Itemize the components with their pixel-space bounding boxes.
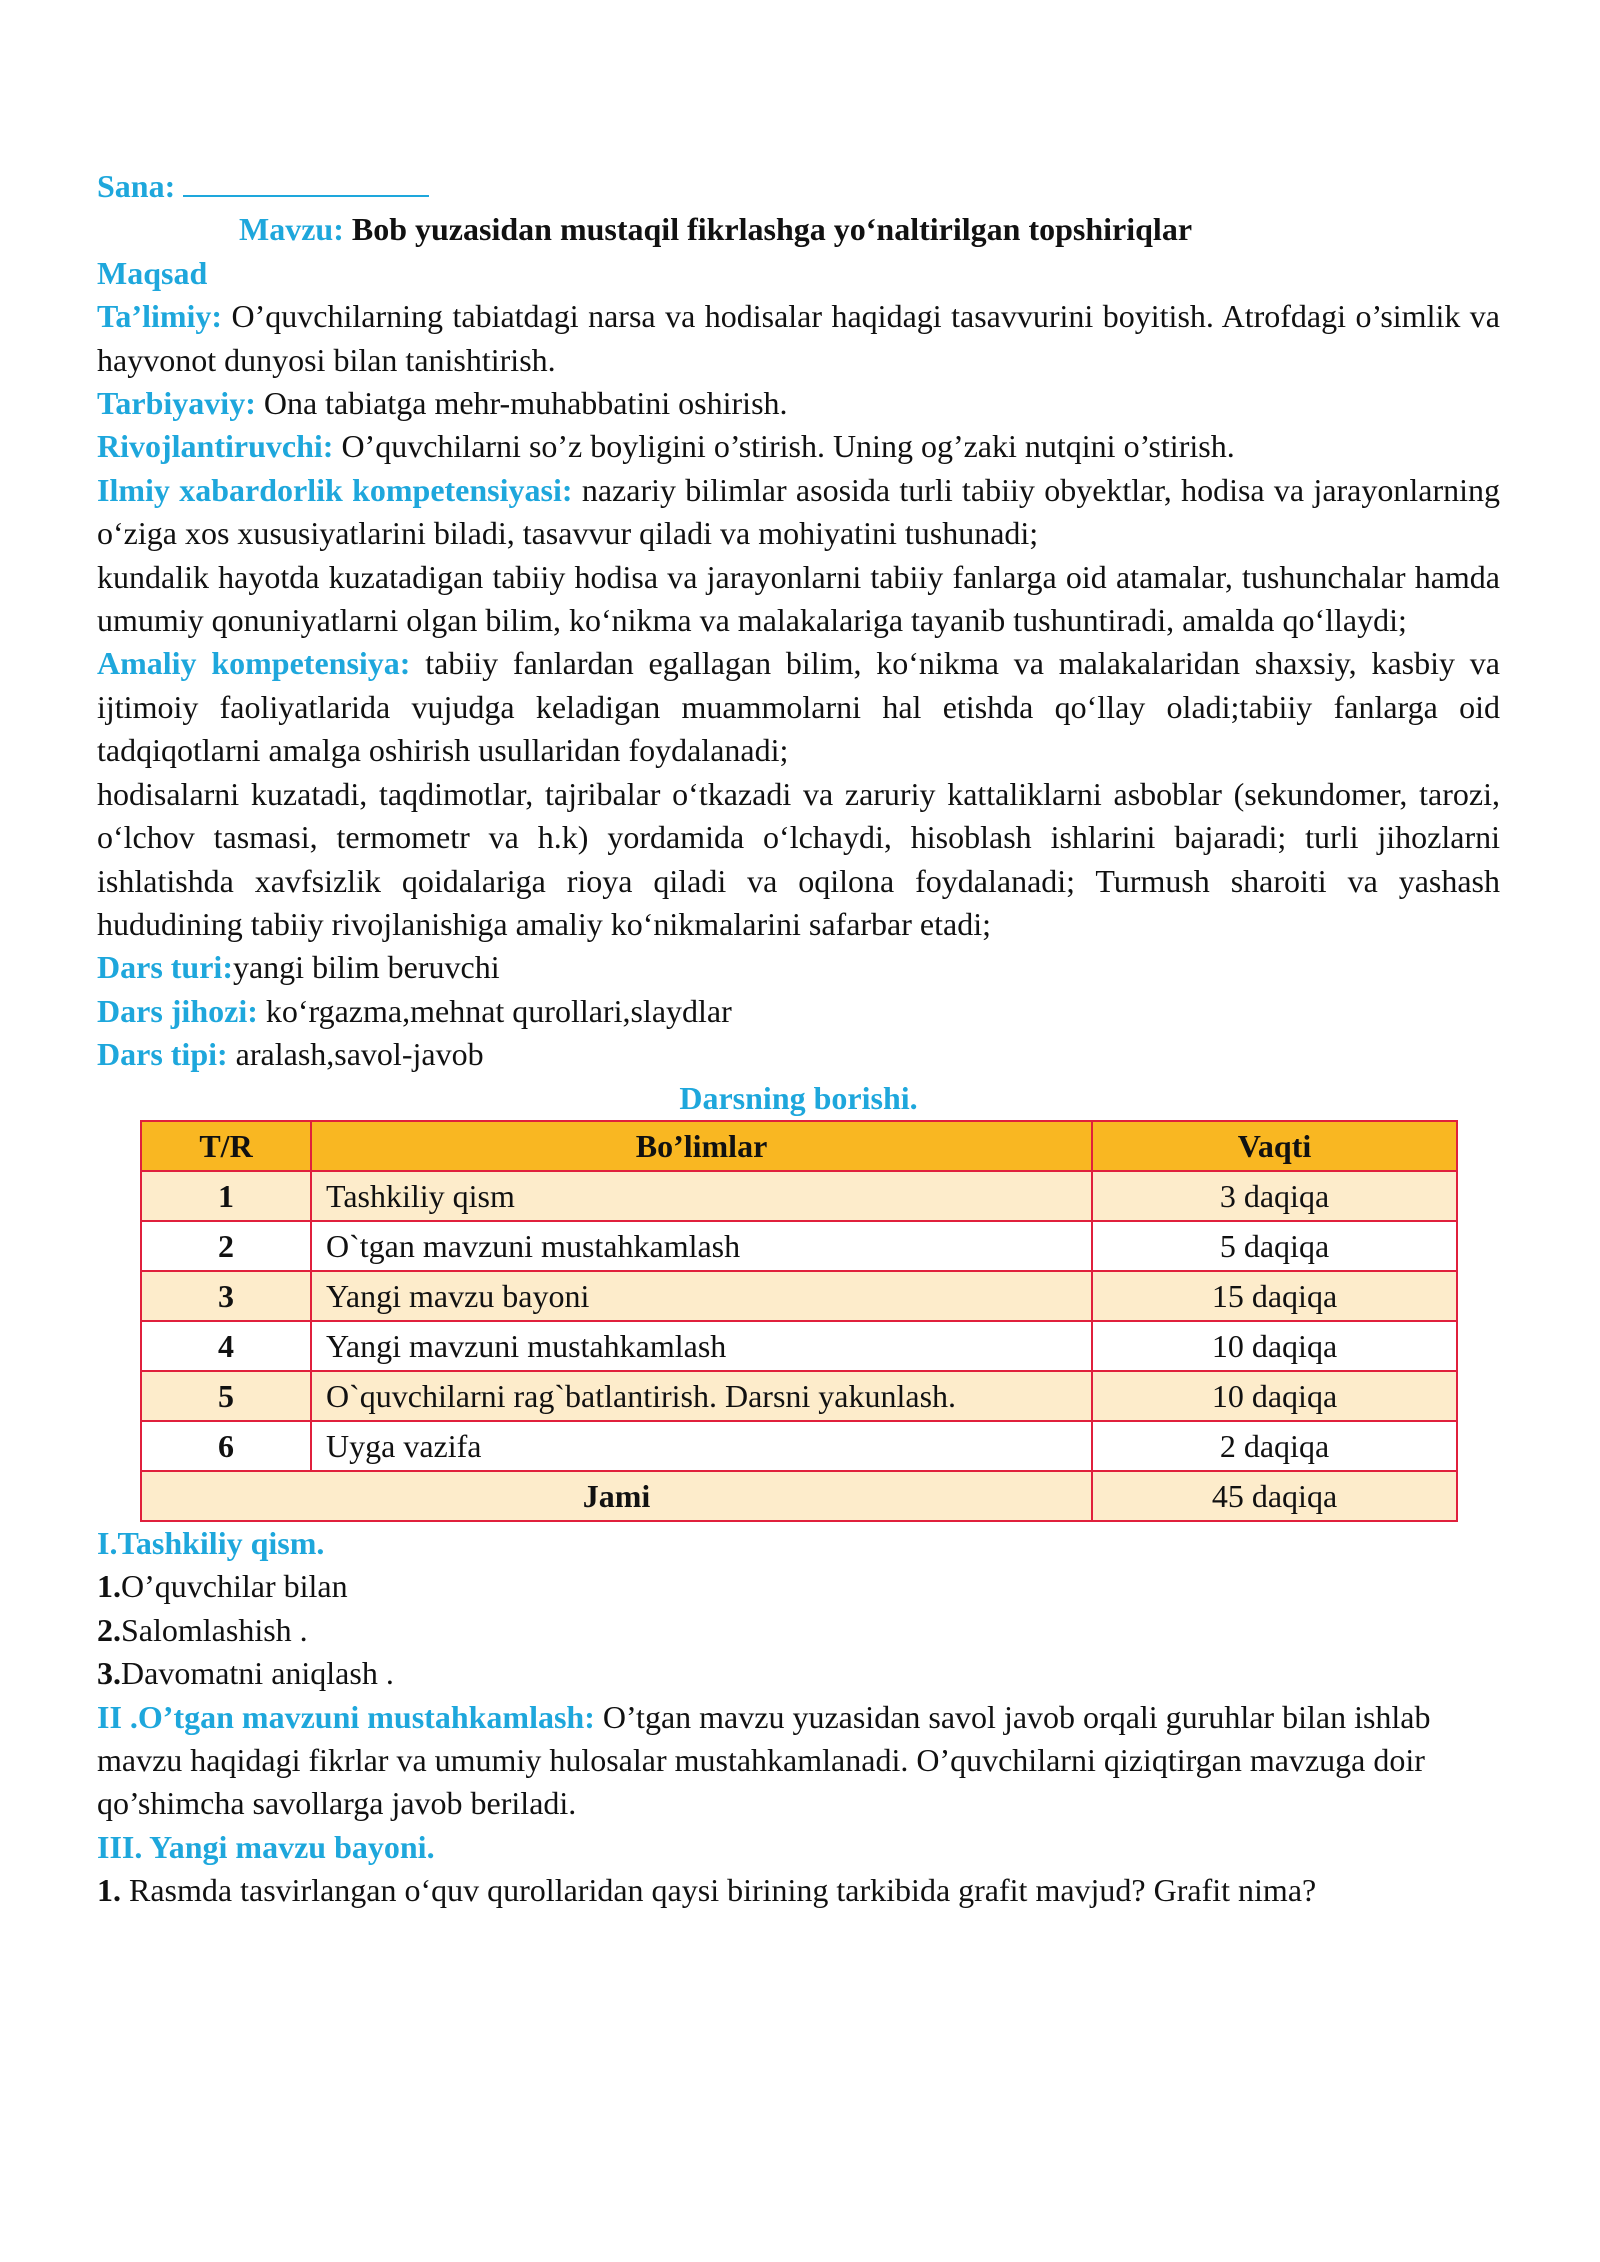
- item-text: O’quvchilar bilan: [121, 1568, 348, 1605]
- developmental-objective: [97, 425, 1500, 468]
- item-num: 2.: [97, 1611, 121, 1648]
- list-item: [97, 1609, 1500, 1652]
- row-time: 15 daqiqa: [1092, 1271, 1457, 1321]
- total-label: Jami: [141, 1471, 1092, 1521]
- table-row: [141, 1371, 1457, 1421]
- lesson-equipment: [97, 990, 1500, 1033]
- lesson-type-label: Dars turi:: [97, 949, 233, 986]
- list-item: [97, 1652, 1500, 1695]
- row-time: 2 daqiqa: [1092, 1421, 1457, 1471]
- table-total-row: [141, 1471, 1457, 1521]
- lesson-kind: [97, 1033, 1500, 1076]
- goal-heading: [97, 252, 1500, 295]
- date-blank: [183, 167, 429, 197]
- date-label: Sana:: [97, 168, 176, 204]
- item-text: Salomlashish .: [121, 1611, 308, 1648]
- total-time: 45 daqiqa: [1092, 1471, 1457, 1521]
- topic-line: [97, 208, 1500, 251]
- topic-label: Mavzu:: [239, 211, 344, 248]
- table-row: [141, 1321, 1457, 1371]
- question-num: 1.: [97, 1872, 121, 1909]
- list-item: [97, 1565, 1500, 1608]
- lesson-kind-text: aralash,savol-javob: [235, 1036, 484, 1073]
- header-num: T/R: [141, 1121, 311, 1171]
- row-section: Uyga vazifa: [311, 1421, 1092, 1471]
- practical-label: Amaliy kompetensiya:: [97, 645, 411, 682]
- row-num: 6: [141, 1421, 311, 1471]
- row-section: Yangi mavzu bayoni: [311, 1271, 1092, 1321]
- row-time: 5 daqiqa: [1092, 1221, 1457, 1271]
- part3-heading: [97, 1826, 1500, 1869]
- lesson-kind-label: Dars tipi:: [97, 1036, 228, 1073]
- upbringing-text: Ona tabiatga mehr-muhabbatini oshirish.: [263, 385, 788, 422]
- practical-text-2: hodisalarni kuzatadi, taqdimotlar, tajribalar o‘tkazadi va zaruriy kattaliklarni asboblar (sekundomer, tarozi, o‘lchov tasmasi, termometr va h.k) yordamida o‘lchaydi, hisoblash ishlarini bajaradi; turli jihozlarni ishlatishda xavfsizlik qoidalariga rioya qiladi va oqilona foydalanadi; Turmush sharoiti va yashash hududining tabiiy rivojlanishiga amaliy ko‘nikmalarini safarbar etadi;: [97, 775, 1500, 942]
- progress-title: Darsning borishi.: [679, 1079, 918, 1116]
- question-1: [97, 1869, 1500, 1912]
- item-num: 1.: [97, 1568, 121, 1605]
- item-num: 3.: [97, 1655, 121, 1692]
- row-section: Yangi mavzuni mustahkamlash: [311, 1321, 1092, 1371]
- table-row: [141, 1271, 1457, 1321]
- scientific-text-2: kundalik hayotda kuzatadigan tabiiy hodisa va jarayonlarni tabiiy fanlarga oid atamalar, tushunchalar hamda umumiy qonuniyatlarni olgan bilim, ko‘nikma va malakalariga tayanib tushuntiradi, amalda qo‘llaydi;: [97, 558, 1500, 639]
- topic-text: Bob yuzasidan mustaqil fikrlashga yo‘naltirilgan topshiriqlar: [351, 211, 1193, 248]
- scientific-label: Ilmiy xabardorlik kompetensiyasi:: [97, 471, 573, 508]
- developmental-text: O’quvchilarni so’z boyligini o’stirish. Uning og’zaki nutqini o’stirish.: [341, 428, 1235, 465]
- row-num: 4: [141, 1321, 311, 1371]
- row-num: 2: [141, 1221, 311, 1271]
- lesson-plan-table: [140, 1120, 1458, 1522]
- document-page: [97, 165, 1500, 1913]
- upbringing-label: Tarbiyaviy:: [97, 385, 256, 422]
- table-row: [141, 1221, 1457, 1271]
- table-row: [141, 1171, 1457, 1221]
- practical-competency-cont: [97, 773, 1500, 947]
- part2-paragraph: [97, 1696, 1500, 1826]
- table-row: [141, 1421, 1457, 1471]
- header-section: Bo’limlar: [311, 1121, 1092, 1171]
- row-time: 10 daqiqa: [1092, 1321, 1457, 1371]
- lesson-type: [97, 946, 1500, 989]
- part2-text: O’tgan mavzu yuzasidan savol javob orqali guruhlar bilan ishlab mavzu haqidagi fikrlar va umumiy hulosalar mustahkamlanadi. O’quvchilarni qiziqtirgan mavzuga doir qo’shimcha savollarga javob beriladi.: [97, 1698, 1431, 1822]
- goal-label: Maqsad: [97, 254, 208, 291]
- practical-text-1: tabiiy fanlardan egallagan bilim, ko‘nikma va malakalaridan shaxsiy, kasbiy va ijtimoiy faoliyatlarida vujudga keladigan muammolarni hal etishda qo‘llay oladi;tabiiy fanlarga oid tadqiqotlarni amalga oshirish usullaridan foydalanadi;: [97, 645, 1501, 769]
- developmental-label: Rivojlantiruvchi:: [97, 428, 334, 465]
- row-section: O`tgan mavzuni mustahkamlash: [311, 1221, 1092, 1271]
- educational-objective: [97, 295, 1500, 382]
- row-num: 1: [141, 1171, 311, 1221]
- lesson-equipment-label: Dars jihozi:: [97, 992, 258, 1029]
- row-section: Tashkiliy qism: [311, 1171, 1092, 1221]
- lesson-type-text: yangi bilim beruvchi: [232, 949, 500, 986]
- item-text: Davomatni aniqlash .: [121, 1655, 394, 1692]
- table-header-row: [141, 1121, 1457, 1171]
- scientific-competency-cont: [97, 556, 1500, 643]
- question-text: Rasmda tasvirlangan o‘quv qurollaridan qaysi birining tarkibida grafit mavjud? Grafit nima?: [129, 1872, 1317, 1909]
- lesson-equipment-text: ko‘rgazma,mehnat qurollari,slaydlar: [265, 992, 732, 1029]
- scientific-competency: [97, 469, 1500, 556]
- part3-title: III. Yangi mavzu bayoni.: [97, 1828, 435, 1865]
- row-time: 10 daqiqa: [1092, 1371, 1457, 1421]
- header-time: Vaqti: [1092, 1121, 1457, 1171]
- part1-title: I.Tashkiliy qism.: [97, 1524, 325, 1561]
- row-num: 5: [141, 1371, 311, 1421]
- part1-heading: [97, 1522, 1500, 1565]
- educational-text: O’quvchilarning tabiatdagi narsa va hodisalar haqidagi tasavvurini boyitish. Atrofdagi o’simlik va hayvonot dunyosi bilan tanishtirish.: [97, 298, 1501, 378]
- part2-title: II .O’tgan mavzuni mustahkamlash:: [97, 1698, 595, 1735]
- date-line: [97, 165, 1500, 208]
- row-section: O`quvchilarni rag`batlantirish. Darsni yakunlash.: [311, 1371, 1092, 1421]
- educational-label: Ta’limiy:: [97, 298, 223, 335]
- row-num: 3: [141, 1271, 311, 1321]
- row-time: 3 daqiqa: [1092, 1171, 1457, 1221]
- scientific-text-1: nazariy bilimlar asosida turli tabiiy obyektlar, hodisa va jarayonlarning o‘ziga xos xususiyatlarini biladi, tasavvur qiladi va mohiyatini tushunadi;: [97, 471, 1501, 552]
- upbringing-objective: [97, 382, 1500, 425]
- progress-title-line: [97, 1077, 1500, 1120]
- practical-competency: [97, 642, 1500, 772]
